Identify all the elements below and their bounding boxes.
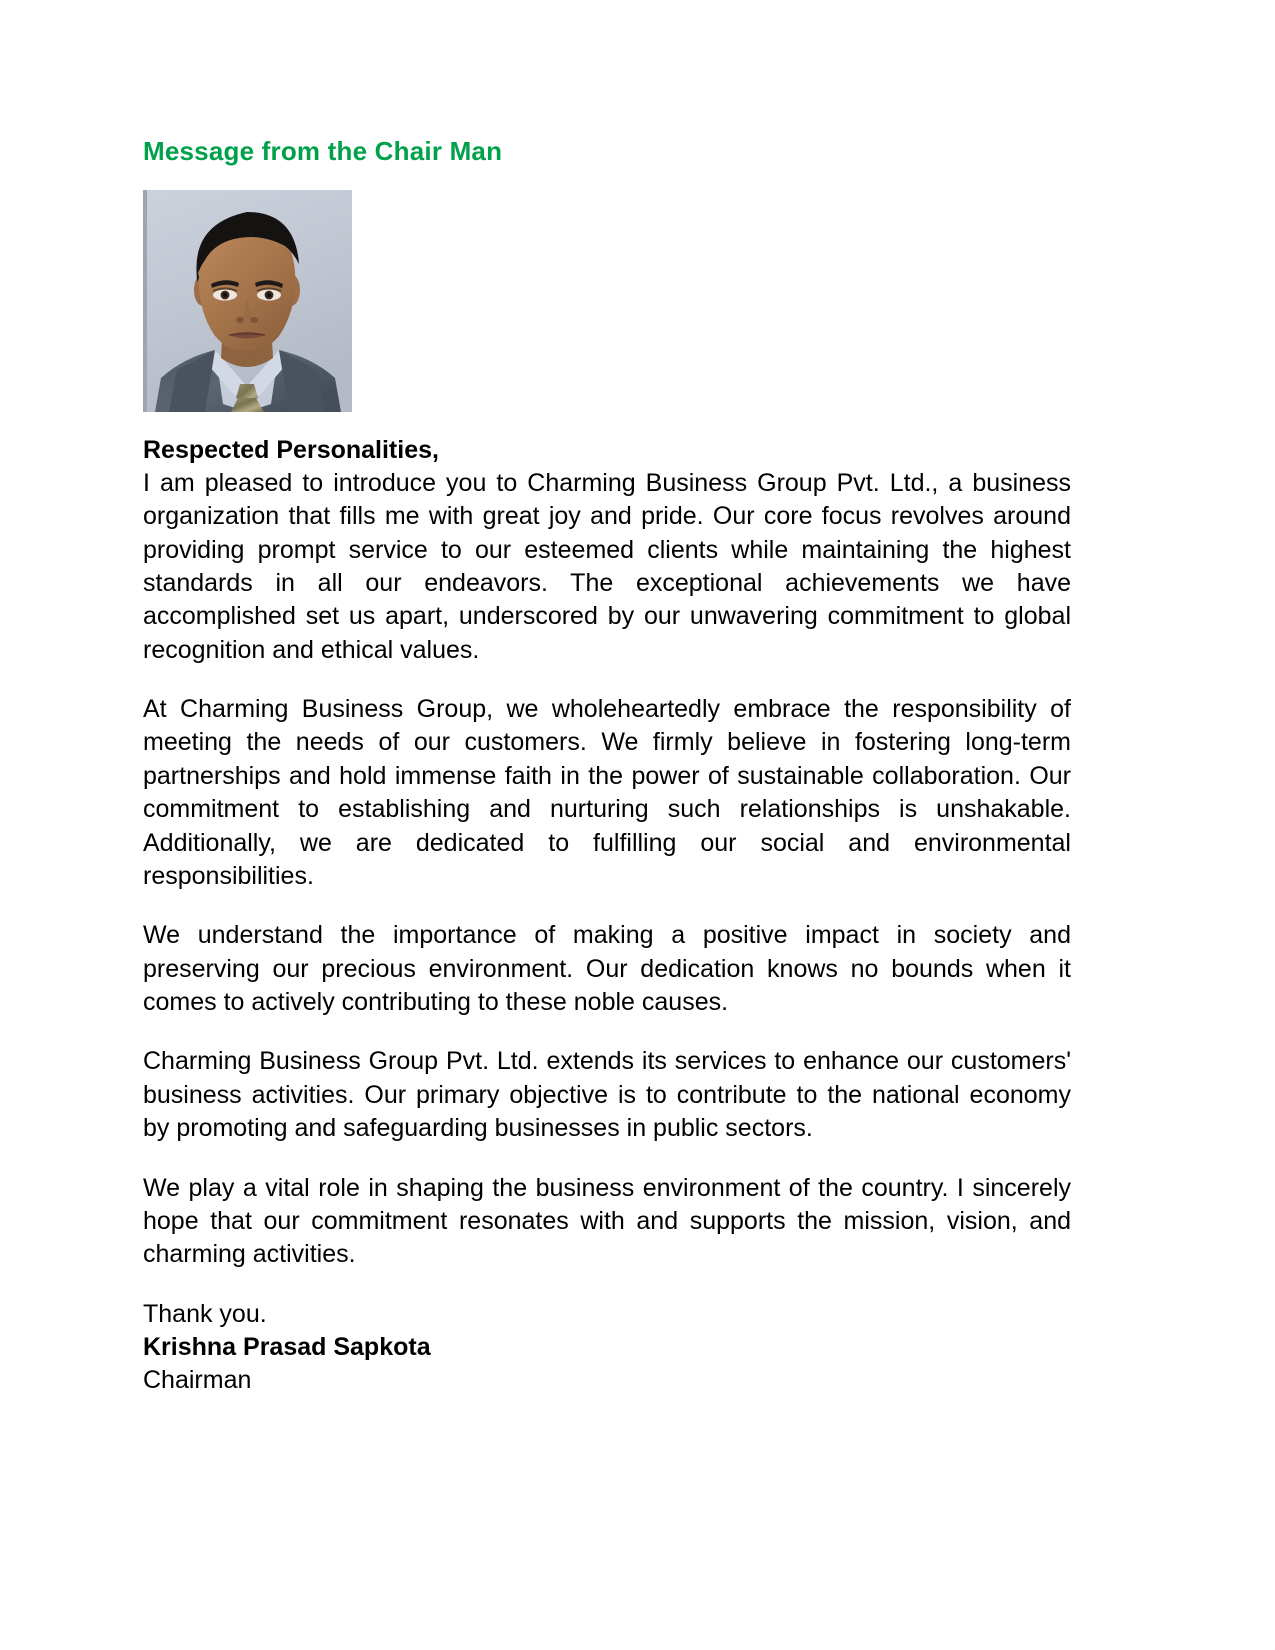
body-paragraph-3: We understand the importance of making a positive impact in society and preserving our precious environment. Our dedication knows no bounds when it comes to actively contributing to these noble causes. (143, 921, 1071, 1016)
body-paragraph-1: I am pleased to introduce you to Charming Business Group Pvt. Ltd., a business organization that fills me with great joy and pride. Our core focus revolves around providing prompt service to our esteemed clients while maintaining the highest standards in all our endeavors. The exceptional achievements we have accomplished set us apart, underscored by our unwavering commitment to global recognition and ethical values. (143, 468, 1071, 664)
salutation-text: Respected Personalities, (143, 435, 439, 464)
signature-block (143, 1298, 1071, 1398)
chairman-portrait-container (143, 190, 352, 412)
body-paragraph-5: We play a vital role in shaping the business environment of the country. I sincerely hope that our commitment resonates with and supports the mission, vision, and charming activities. (143, 1173, 1071, 1269)
signatory-name: Krishna Prasad Sapkota (143, 1332, 431, 1361)
thank-you-text: Thank you. (143, 1299, 267, 1328)
chairman-portrait-photo (143, 190, 352, 412)
page-title: Message from the Chair Man (143, 136, 503, 166)
body-paragraph-4: Charming Business Group Pvt. Ltd. extends its services to enhance our customers' business activities. Our primary objective is to contribute to the national economy by promoting and safeguarding businesses in public sectors. (143, 1047, 1071, 1143)
body-paragraph-2: At Charming Business Group, we wholeheartedly embrace the responsibility of meeting the needs of our customers. We firmly believe in fostering long-term partnerships and hold immense faith in the power of sustainable collaboration. Our commitment to establishing and nurturing such relationships is unshakable. Additionally, we are dedicated to fulfilling our social and environmental responsibilities. (143, 695, 1071, 890)
document-content (143, 135, 1071, 1397)
signatory-title: Chairman (143, 1366, 252, 1395)
